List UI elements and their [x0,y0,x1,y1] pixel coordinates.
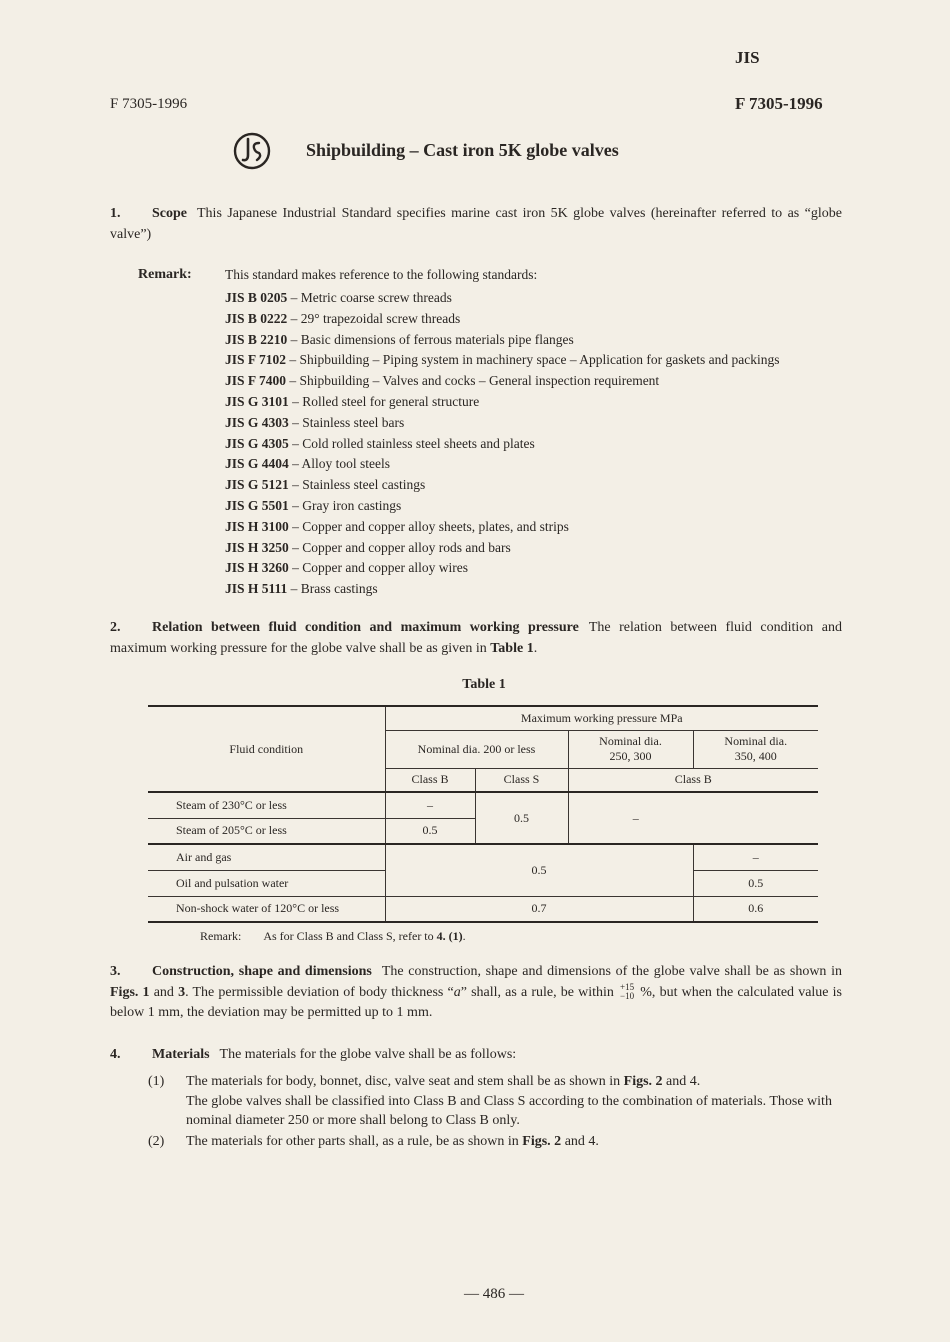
list-item: JIS B 0205 – Metric coarse screw threads [225,290,452,305]
table-cell: 0.5 [475,792,568,844]
list-item: JIS G 4305 – Cold rolled stainless steel sheets and plates [225,435,535,451]
table-cell: 0.5 [385,818,475,844]
section-text: This Japanese Industrial Standard specifies marine cast iron 5K globe valves (hereinafter referred to as “globe valve”) [110,206,842,242]
list-item: JIS F 7400 – Shipbuilding – Valves and cocks – General inspection requirement [225,373,660,389]
list-item: JIS H 5111 – Brass castings [225,581,378,597]
list-item: JIS G 5501 – Gray iron castings [225,497,402,513]
standard-code-right: F 7305-1996 [735,94,823,113]
header-class-b: Class B [385,768,475,792]
remark-intro: This standard makes reference to the following standards: [225,267,538,282]
table-title: Table 1 [462,677,506,692]
table-cell: – [568,792,818,844]
table-reference: Table 1 [490,641,534,656]
section-construction: 3. Construction, shape and dimensions The construction, shape and dimensions of the globe valve shall be as shown in Figs. 1 and 3. The permissible deviation of body thickness “a” shall, as a rule, be within +15 −10 %, but when the calculated value is below 1 mm, the deviation may be permitted up to 1 mm. [110,964,843,1020]
header-dia-200: Nominal dia. 200 or less [385,730,568,768]
jis-label: JIS [735,48,760,67]
list-item: JIS H 3250 – Copper and copper alloy rods and bars [225,539,511,555]
materials-item-1: (1) The materials for body, bonnet, disc, valve seat and stem shall be as shown in Figs. 2 and 4. The globe valves shall be classified into Class B and Class S according to the combination of materials. Those with nominal diameter 250 or more shall belong to Class B only. [148,1074,832,1128]
table-remark: Remark: As for Class B and Class S, refer to 4. (1). [200,929,466,943]
list-item: JIS B 0222 – 29° trapezoidal screw threads [225,310,461,326]
row-label: Air and gas [148,844,385,870]
table-cell: – [385,792,475,818]
section-number: 3. [110,964,121,979]
table-cell: 0.6 [693,896,818,922]
section-heading: Scope [152,206,187,221]
section-number: 4. [110,1047,121,1062]
list-item: JIS G 5121 – Stainless steel castings [225,477,426,493]
list-item: JIS H 3260 – Copper and copper alloy wires [225,560,468,576]
header-class-b-large: Class B [568,768,818,792]
header-fluid-condition: Fluid condition [148,706,385,792]
pressure-table [148,705,818,923]
row-label: Steam of 230°C or less [148,792,385,818]
document-title: Shipbuilding – Cast iron 5K globe valves [306,140,619,160]
header-dia-350-400: Nominal dia. 350, 400 [693,730,818,768]
section-relation: 2. Relation between fluid condition and maximum working pressure The relation between fluid condition and maximum working pressure for the globe valve shall be as given in Table 1. [110,617,842,659]
materials-item-2: (2) The materials for other parts shall, as a rule, be as shown in Figs. 2 and 4. [148,1134,599,1149]
section-materials: 4. Materials The materials for the globe valve shall be as follows: [110,1044,842,1065]
list-item: JIS H 3100 – Copper and copper alloy sheets, plates, and strips [225,518,569,534]
list-item: JIS B 2210 – Basic dimensions of ferrous materials pipe flanges [225,331,574,347]
row-label: Steam of 205°C or less [148,818,385,844]
section-scope [110,203,842,245]
list-item: JIS G 4303 – Stainless steel bars [225,414,405,430]
section-heading: Materials [152,1047,210,1062]
header-max-pressure: Maximum working pressure MPa [385,706,818,730]
section-heading: Relation between fluid condition and maximum working pressure [152,620,579,635]
section-number: 2. [110,620,121,635]
tolerance: +15 −10 [620,982,635,1002]
table-cell: 0.7 [385,896,693,922]
table-cell: – [693,844,818,870]
standard-code-left: F 7305-1996 [110,96,188,112]
table-cell: 0.5 [385,844,693,896]
referenced-standards-list [225,288,779,600]
list-item: JIS G 3101 – Rolled steel for general structure [225,393,480,409]
table-cell: 0.5 [693,870,818,896]
section-heading: Construction, shape and dimensions [152,964,372,979]
remark-label: Remark: [138,267,192,282]
header-dia-250-300: Nominal dia. 250, 300 [568,730,693,768]
header-class-s: Class S [475,768,568,792]
row-label: Non-shock water of 120°C or less [148,896,385,922]
section-number: 1. [110,206,121,221]
page-number: — 486 — [464,1286,524,1302]
jis-mark-icon [232,131,272,171]
list-item: JIS G 4404 – Alloy tool steels [225,456,391,472]
list-item: JIS F 7102 – Shipbuilding – Piping system in machinery space – Application for gaskets and packings [225,352,780,368]
row-label: Oil and pulsation water [148,870,385,896]
